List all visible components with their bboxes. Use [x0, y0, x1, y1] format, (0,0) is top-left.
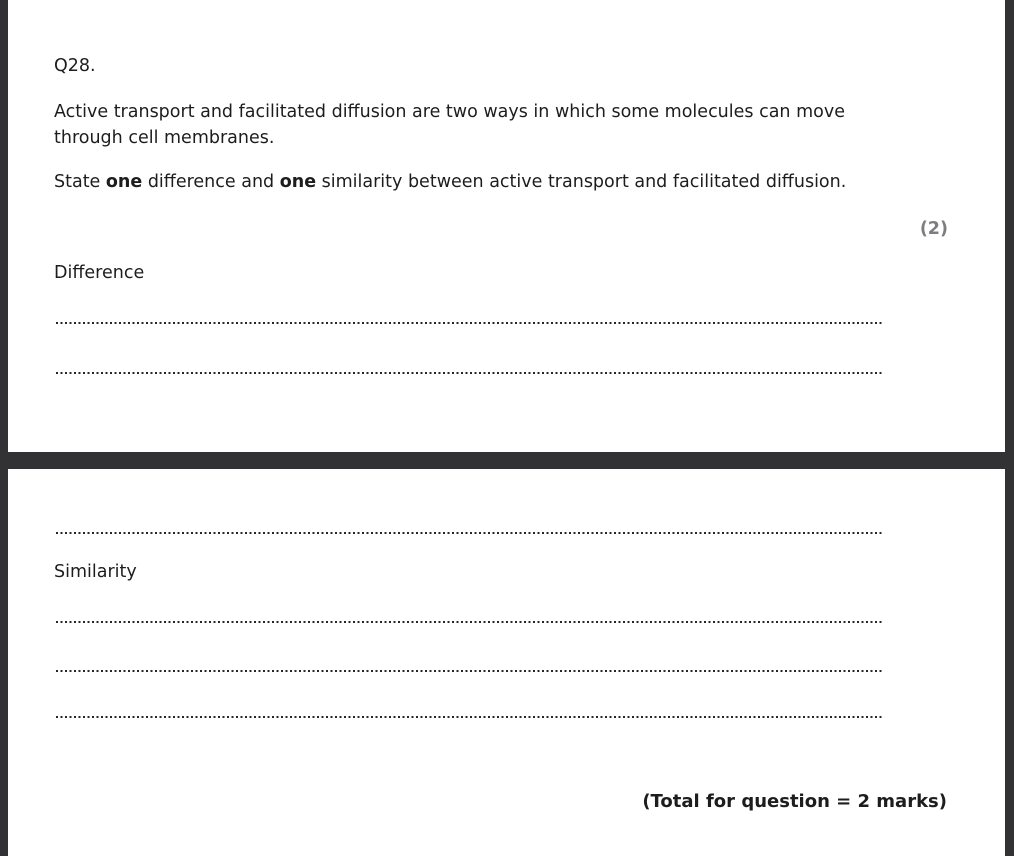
question-intro [54, 99, 845, 151]
question-intro-line-1: Active transport and facilitated diffusion are two ways in which some molecules can move [54, 102, 845, 122]
total-marks-line: (Total for question = 2 marks) [642, 791, 947, 812]
page-gap-band [0, 452, 1014, 469]
question-prompt [54, 169, 846, 195]
difference-label: Difference [54, 263, 145, 283]
similarity-label: Similarity [54, 562, 137, 582]
answer-line [56, 372, 882, 374]
answer-line [56, 621, 882, 623]
prompt-part-bold: one [105, 172, 143, 192]
answer-line [56, 322, 882, 324]
question-intro-line-2: through cell membranes. [54, 128, 275, 148]
viewer-right-margin [1005, 0, 1014, 856]
marks-badge: (2) [919, 219, 948, 239]
prompt-part: similarity between active transport and facilitated diffusion. [316, 172, 847, 192]
answer-line [56, 532, 882, 534]
question-number: Q28. [54, 56, 96, 76]
answer-line [56, 716, 882, 718]
prompt-part: State [54, 172, 106, 192]
answer-line [56, 670, 882, 672]
prompt-part-bold: one [279, 172, 317, 192]
prompt-part: difference and [142, 172, 280, 192]
viewer-left-margin [0, 0, 8, 856]
